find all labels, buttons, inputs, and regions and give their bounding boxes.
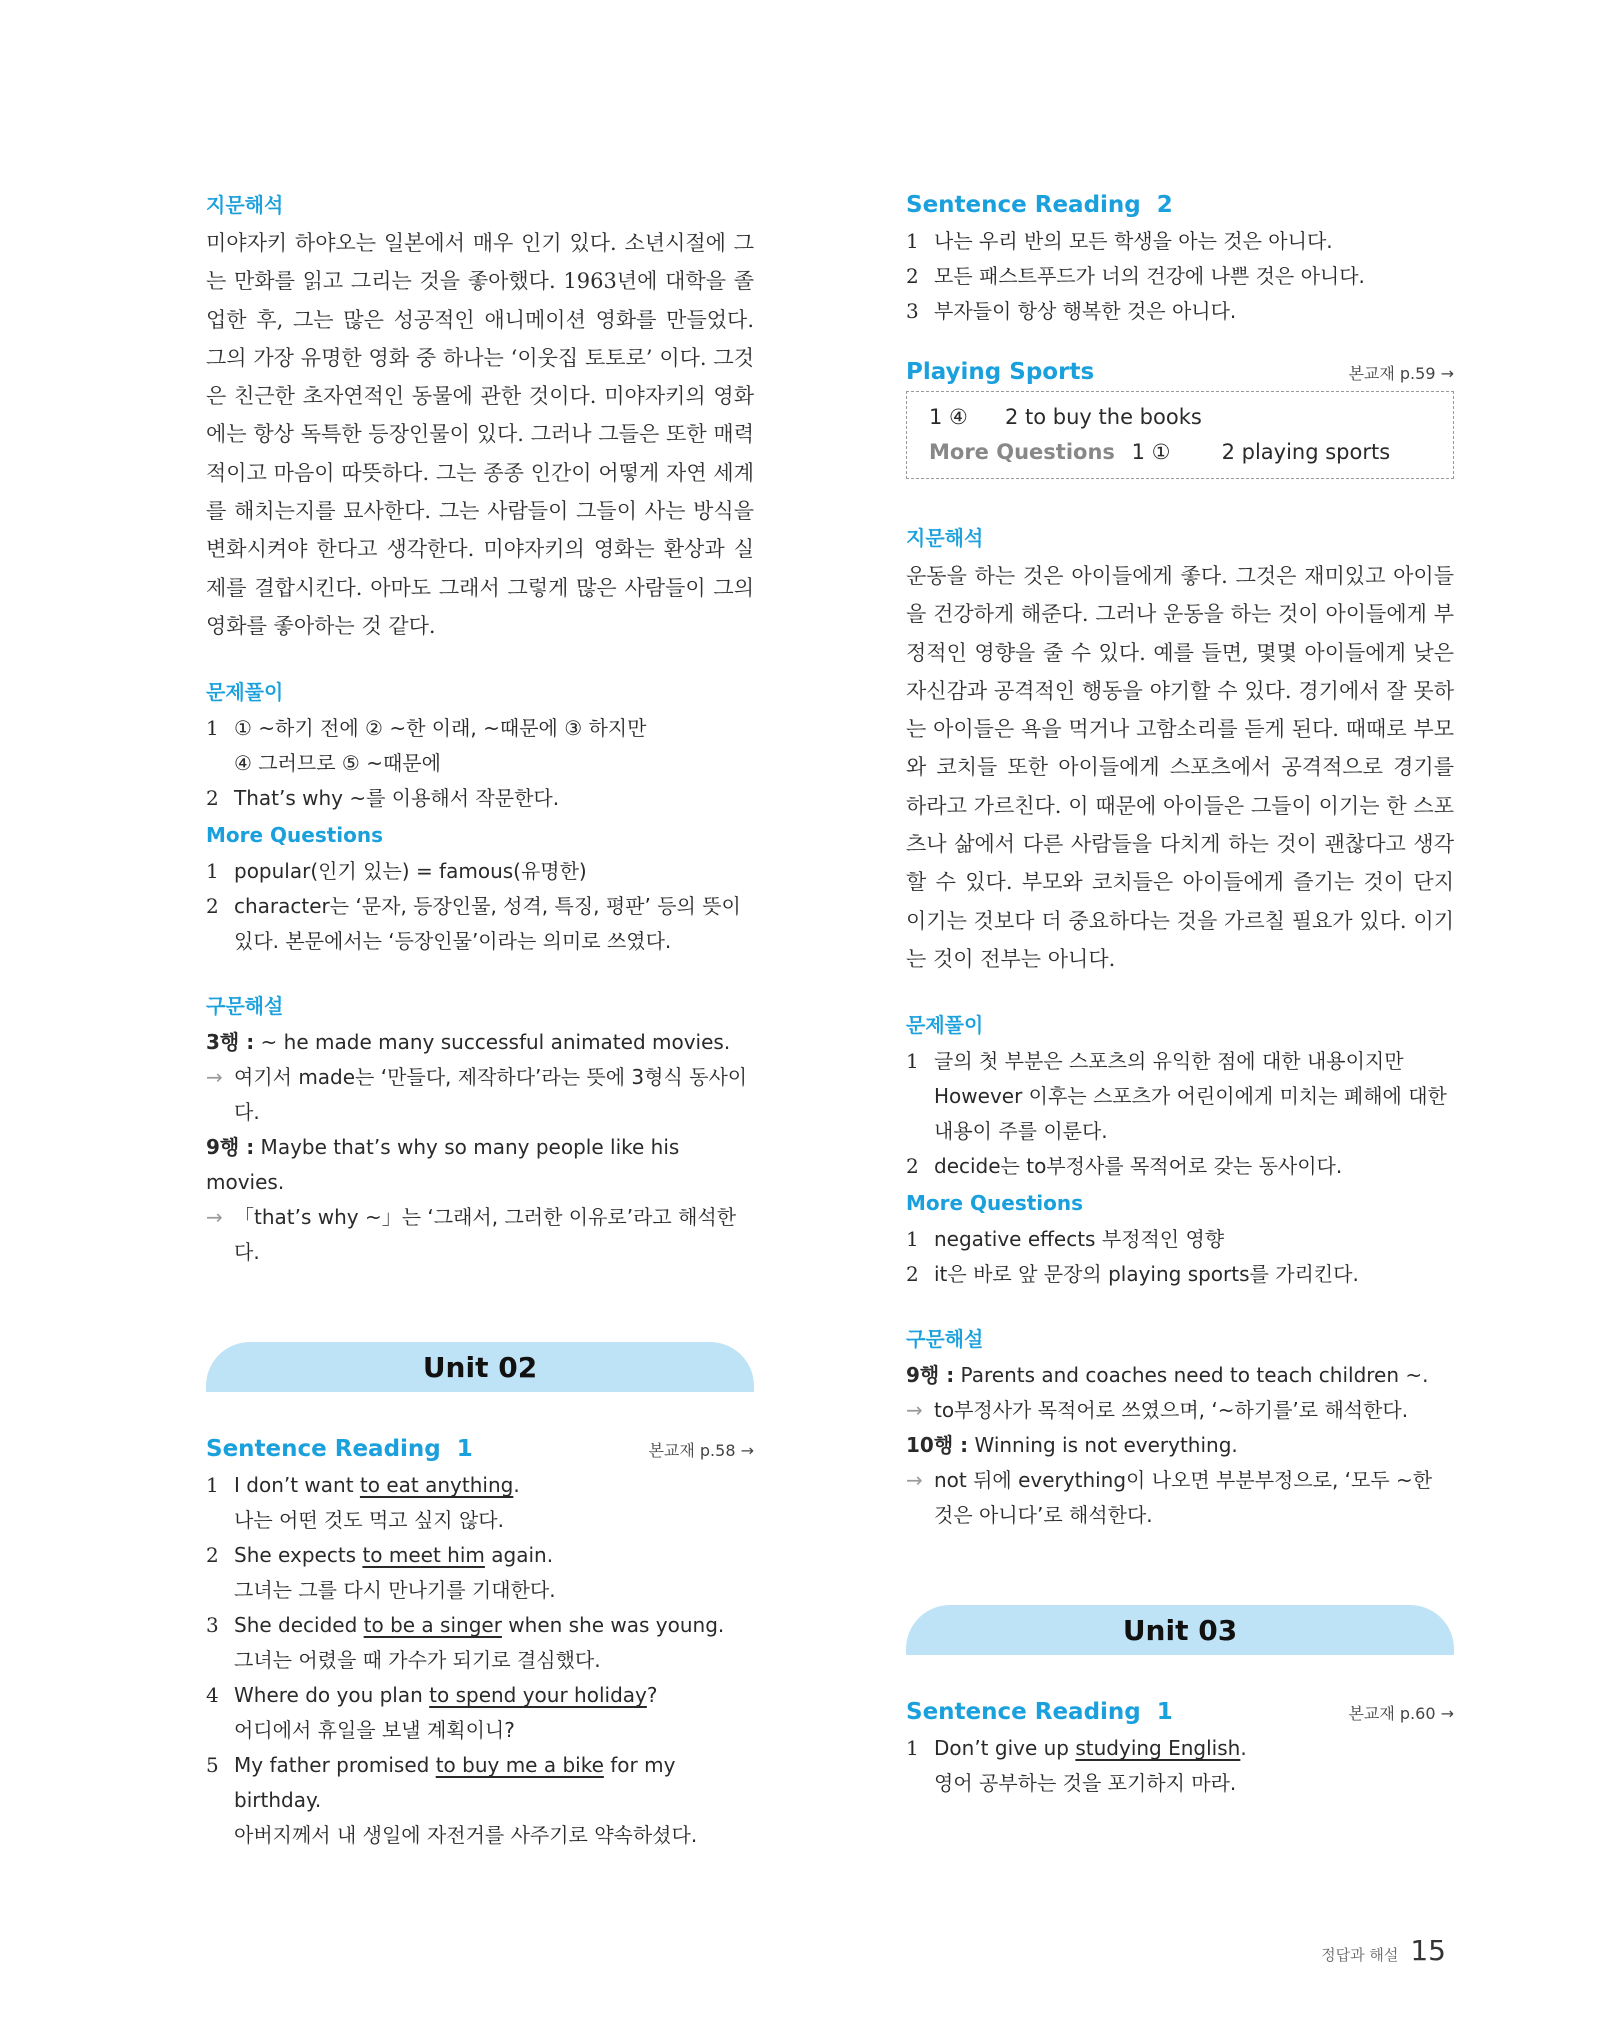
passage-translation: 운동을 하는 것은 아이들에게 좋다. 그것은 재미있고 아이들을 건강하게 해준다. 그러나 운동을 하는 것이 아이들에게 부정적인 영향을 줄 수 있다. 예를 들면, 몇몇 아이들에게 낮은 자신감과 공격적인 행동을 야기할 수 있다. 경기에서 잘 못하는 아이들은 욕을 먹거나 고함소리를 듣게 된다. 때때로 부모와 코치들 또한 아이들에게 스포츠에서 공격적으로 경기를 하라고 가르친다. 이 때문에 아이들은 그들이 이기는 한 스포츠나 삶에서 다른 사람들을 다치게 하는 것이 괜찮다고 생각할 수 있다. 부모와 코치들은 아이들에게 즐기는 것이 단지 이기는 것보다 더 중요하다는 것을 가르칠 필요가 있다. 이기는 것이 전부는 아니다. <box>906 564 1454 971</box>
more-questions-heading: More Questions <box>206 823 384 848</box>
syntax-note: → to부정사가 목적어로 쓰였으며, ‘~하기를’로 해석한다. <box>906 1393 1454 1428</box>
sentence-item: 2 She expects to meet him again. 그녀는 그를 다시 만나기를 기대한다. <box>206 1543 556 1603</box>
page-reference: 본교재 p.58 → <box>648 1440 754 1460</box>
footer-label: 정답과 해설 <box>1321 1946 1399 1964</box>
sentence-item: 5 My father promised to buy me a bike for my birthday. 아버지께서 내 생일에 자전거를 사주기로 약속하셨다. <box>206 1753 698 1848</box>
unit-banner: Unit 02 <box>206 1342 754 1392</box>
answer-box: 1 ④ 2 to buy the books More Questions 1 ① 2 playing sports <box>906 391 1454 479</box>
more-question-item: 2 it은 바로 앞 문장의 playing sports를 가리킨다. <box>906 1262 1359 1287</box>
sentence-item: 3 부자들이 항상 행복한 것은 아니다. <box>906 299 1237 323</box>
page-reference: 본교재 p.59 → <box>1348 363 1454 383</box>
answer-item: 1 ① ~하기 전에 ② ~한 이래, ~때문에 ③ 하지만 ④ 그러므로 ⑤ ~때문에 <box>206 716 647 776</box>
arrow-icon: → <box>206 1205 223 1230</box>
section-header-playing-sports <box>906 353 1454 391</box>
arrow-icon: → <box>206 1065 223 1090</box>
answer-item: 2 decide는 to부정사를 목적어로 갖는 동사이다. <box>906 1154 1343 1179</box>
sentence-list <box>206 1468 754 1853</box>
more-question-item: 1 negative effects 부정적인 영향 <box>906 1227 1225 1252</box>
syntax-line: 10행 : Winning is not everything. <box>906 1433 1238 1458</box>
answer-item: 1 글의 첫 부분은 스포츠의 유익한 점에 대한 내용이지만 However 이후는 스포츠가 어린이에게 미치는 폐해에 대한 내용이 주를 이룬다. <box>906 1049 1447 1144</box>
left-column <box>206 186 754 1853</box>
sentence-item: 3 She decided to be a singer when she was young. 그녀는 어렸을 때 가수가 되기로 결심했다. <box>206 1613 725 1673</box>
syntax-line: 3행 : ~ he made many successful animated movies. <box>206 1030 731 1055</box>
syntax-heading: 구문해설 <box>206 994 284 1019</box>
sentence-item: 1 Don’t give up studying English. 영어 공부하는 것을 포기하지 마라. <box>906 1736 1247 1796</box>
passage-heading: 지문해석 <box>906 526 984 550</box>
sentence-reading-header: Sentence Reading 1 본교재 p.58 → <box>206 1436 754 1463</box>
problem-heading: 문제풀이 <box>906 1013 984 1038</box>
syntax-note: → 「that’s why ~」는 ‘그래서, 그러한 이유로’라고 해석한다. <box>206 1200 754 1270</box>
more-question-item: 2 character는 ‘문자, 등장인물, 성격, 특징, 평판’ 등의 뜻이 있다. 본문에서는 ‘등장인물’이라는 의미로 쓰였다. <box>206 894 741 954</box>
page-number: 15 <box>1410 1934 1446 1967</box>
arrow-icon: → <box>906 1468 923 1493</box>
answer-item: 2 That’s why ~를 이용해서 작문한다. <box>206 786 560 811</box>
syntax-note: → not 뒤에 everything이 나오면 부분부정으로, ‘모두 ~한 것은 아니다’로 해석한다. <box>906 1463 1454 1533</box>
sentence-item: 2 모든 패스트푸드가 너의 건강에 나쁜 것은 아니다. <box>906 264 1365 288</box>
sentence-item: 4 Where do you plan to spend your holiday? 어디에서 휴일을 보낼 계획이니? <box>206 1683 658 1743</box>
sentence-reading-heading: Sentence Reading 2 <box>906 192 1173 218</box>
passage-heading: 지문해석 <box>206 193 284 217</box>
right-column <box>906 186 1454 1801</box>
sentence-reading-header: Sentence Reading 1 본교재 p.60 → <box>906 1699 1454 1726</box>
passage-translation: 미야자키 하야오는 일본에서 매우 인기 있다. 소년시절에 그는 만화를 읽고 그리는 것을 좋아했다. 1963년에 대학을 졸업한 후, 그는 많은 성공적인 애니메이션 영화를 만들었다. 그의 가장 유명한 영화 중 하나는 ‘이웃집 토토로’ 이다. 그것은 친근한 초자연적인 동물에 관한 것이다. 미야자키의 영화에는 항상 독특한 등장인물이 있다. 그러나 그들은 또한 매력적이고 마음이 따뜻하다. 그는 종종 인간이 어떻게 자연 세계를 해치는지를 묘사한다. 그는 사람들이 그들이 사는 방식을 변화시켜야 한다고 생각한다. 미야자키의 영화는 환상과 실제를 결합시킨다. 아마도 그래서 그렇게 많은 사람들이 그의 영화를 좋아하는 것 같다. <box>206 231 754 638</box>
syntax-line: 9행 : Maybe that’s why so many people like his movies. <box>206 1135 680 1195</box>
more-question-item: 1 popular(인기 있는) = famous(유명한) <box>206 859 587 884</box>
more-questions-heading: More Questions <box>906 1191 1084 1216</box>
arrow-icon: → <box>906 1398 923 1423</box>
syntax-line: 9행 : Parents and coaches need to teach children ~. <box>906 1363 1429 1388</box>
page-reference: 본교재 p.60 → <box>1348 1703 1454 1723</box>
section-title: Playing Sports <box>906 359 1095 385</box>
sentence-item: 1 I don’t want to eat anything. 나는 어떤 것도 먹고 싶지 않다. <box>206 1473 520 1533</box>
page-footer <box>1321 1934 1446 1967</box>
problem-heading: 문제풀이 <box>206 680 284 705</box>
sentence-item: 1 나는 우리 반의 모든 학생을 아는 것은 아니다. <box>906 229 1333 253</box>
syntax-heading: 구문해설 <box>906 1327 984 1352</box>
unit-banner: Unit 03 <box>906 1605 1454 1655</box>
syntax-note: → 여기서 made는 ‘만들다, 제작하다’라는 뜻에 3형식 동사이다. <box>206 1060 754 1130</box>
